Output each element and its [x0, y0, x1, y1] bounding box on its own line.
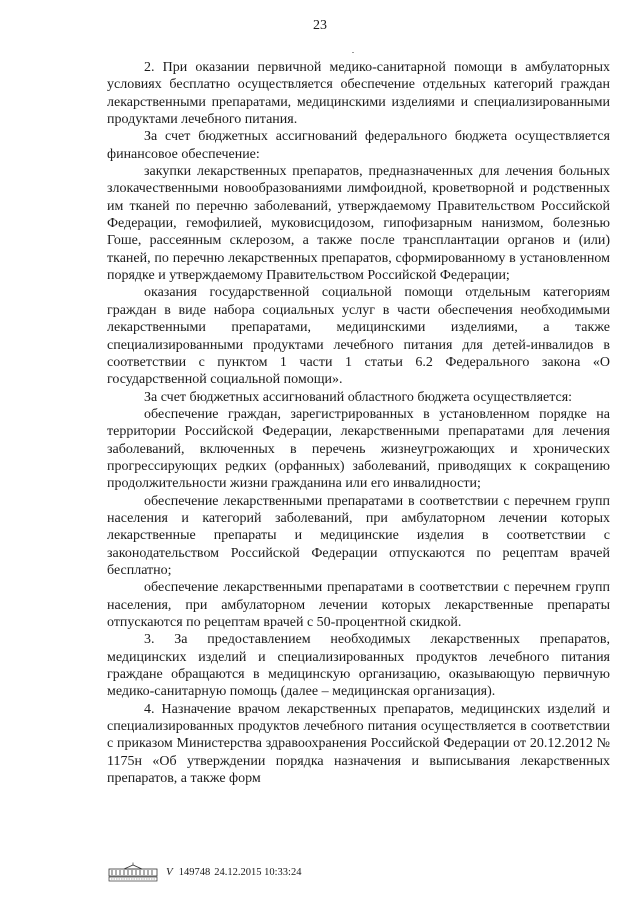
government-building-logo-icon [108, 862, 158, 882]
footer-v-mark: V [166, 866, 173, 878]
paragraph-federal-budget-intro: За счет бюджетных ассигнований федерального бюджета осуществляется финансовое обеспечение: [107, 129, 610, 162]
paragraph-clause-2: 2. При оказании первичной медико-санитарной помощи в амбулаторных условиях бесплатно осуществляется обеспечение отдельных категорий граждан лекарственными препаратами, медицинскими изделиями и специализированными продуктами лечебного питания. [107, 60, 610, 128]
paragraph-free-prescriptions: обеспечение лекарственными препаратами в соответствии с перечнем групп населения и категорий заболеваний, при амбулаторном лечении которых лекарственные препараты и медицинские изделия в соответствии с законодательством Российской Федерации отпускаются по рецептам врачей бесплатно; [107, 493, 610, 578]
paragraph-federal-procurement: закупки лекарственных препаратов, предназначенных для лечения больных злокачественными новообразованиями лимфоидной, кроветворной и родственных им тканей по перечню заболеваний, утверждаемому Правительством Российской Федерации, гемофилией, муковисцидозом, гипофизарным нанизмом, болезнью Гоше, рассеянным склерозом, а также после трансплантации органов и (или) тканей, по перечню лекарственных препаратов, сформированному в установленном порядке и утверждаемому Правительством Российской Федерации; [107, 164, 610, 284]
footer-document-id: 149748 [178, 866, 211, 878]
paragraph-orphan-diseases: обеспечение граждан, зарегистрированных в установленном порядке на территории Российской Федерации, лекарственными препаратами для лечения заболеваний, включенных в перечень жизнеугрожающих и хронических прогрессирующих редких (орфанных) заболеваний, приводящих к сокращению продолжительности жизни гражданина или его инвалидности; [107, 406, 610, 492]
paragraph-clause-4: 4. Назначение врачом лекарственных препаратов, медицинских изделий и специализированных продуктов лечебного питания осуществляется в соответствии с приказом Министерства здравоохранения Российской Федерации от 20.12.2012 № 1175н «Об утверждении порядка назначения и выписывания лекарственных препаратов, а также форм [107, 701, 610, 787]
paragraph-clause-3: 3. За предоставлением необходимых лекарственных препаратов, медицинских изделий и специализированных продуктов лечебного питания граждане обращаются в медицинскую организацию, оказывающую первичную медико-санитарную помощь (далее – медицинская организация). [107, 632, 610, 700]
scan-artifact [352, 52, 354, 53]
footer-timestamp: 24.12.2015 10:33:24 [214, 866, 302, 878]
document-body [107, 59, 610, 787]
paragraph-social-assistance: оказания государственной социальной помощи отдельным категориям граждан в виде набора социальных услуг в части обеспечения необходимыми лекарственными препаратами, медицинскими изделиями, а также специализированными продуктами лечебного питания для детей-инвалидов в соответствии с пунктом 1 части 1 статьи 6.2 Федерального закона «О государственной социальной помощи». [107, 285, 610, 388]
document-footer [108, 862, 301, 882]
paragraph-regional-budget-intro: За счет бюджетных ассигнований областного бюджета осуществляется: [144, 389, 573, 405]
paragraph-discount-prescriptions: обеспечение лекарственными препаратами в соответствии с перечнем групп населения, при амбулаторном лечении которых лекарственные препараты отпускаются по рецептам врачей с 50-процентной скидкой. [107, 580, 610, 630]
page-number: 23 [313, 18, 327, 33]
